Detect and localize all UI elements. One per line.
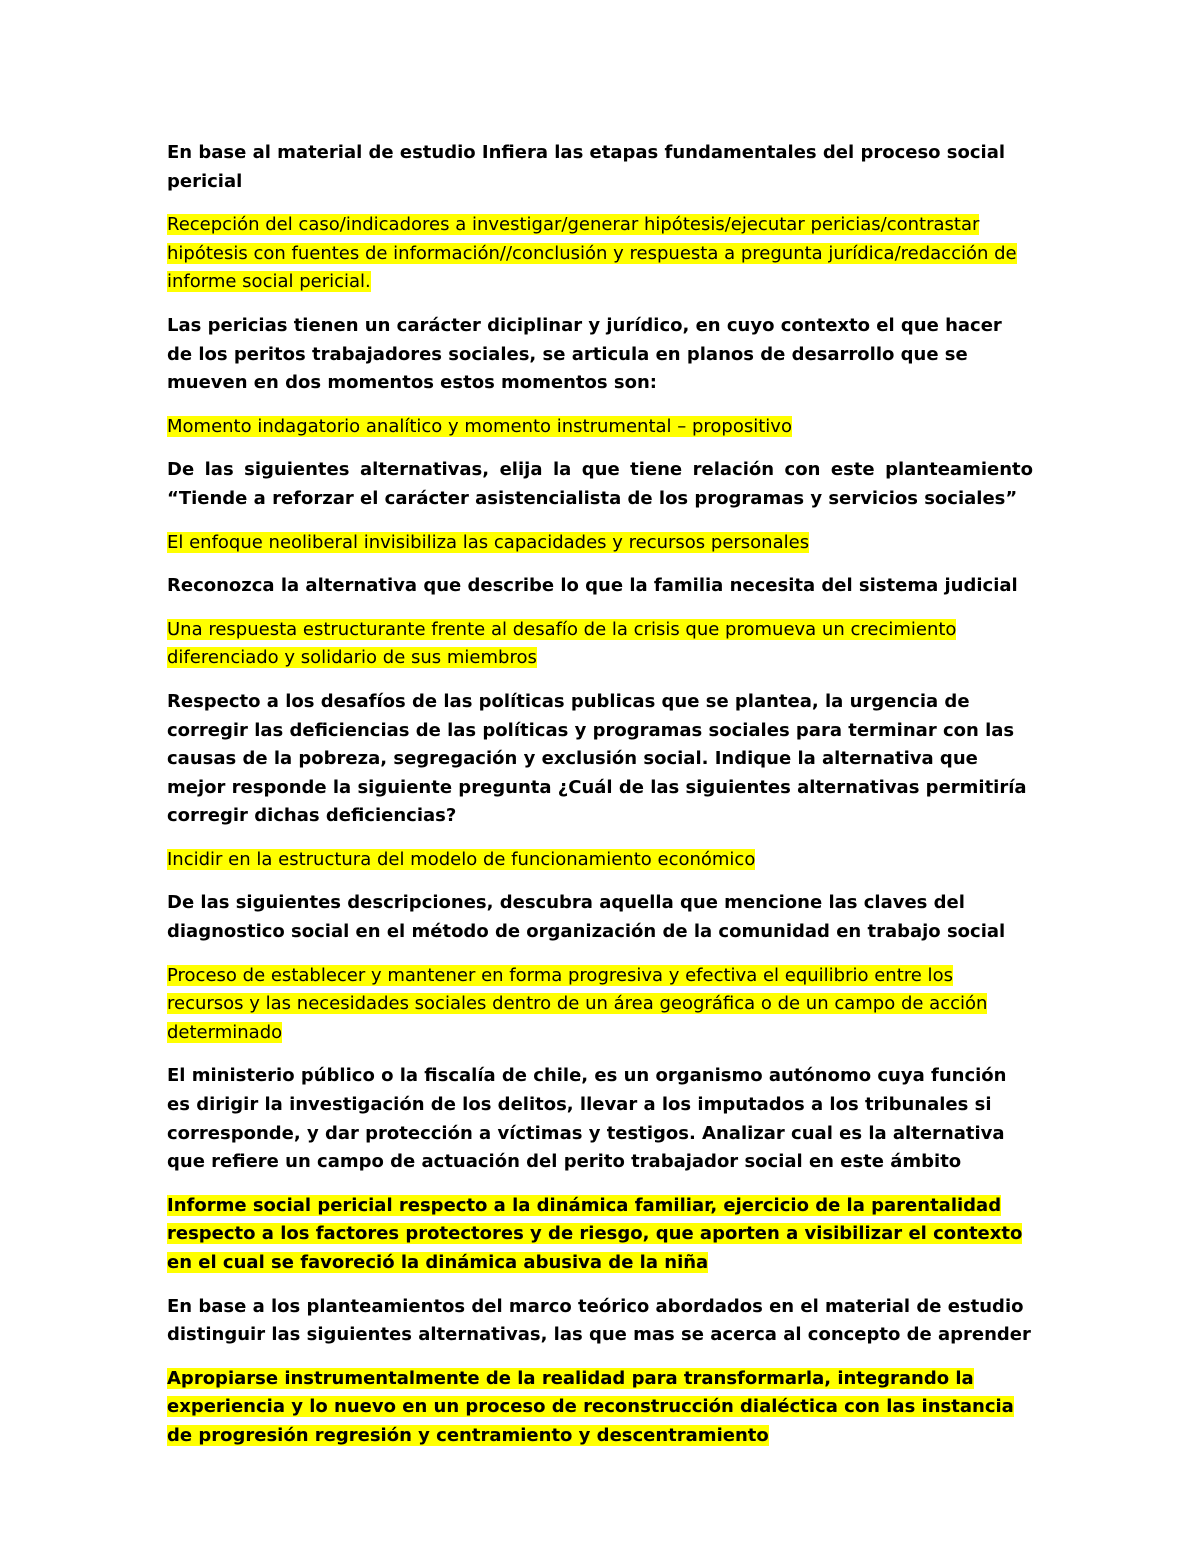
answer-highlight: Informe social pericial respecto a la dinámica familiar, ejercicio de la parentalidad respecto a los factores protectores y de riesgo, que aporten a visibilizar el contexto en el cual se favoreció la dinámica abusiva de la niña: [167, 1194, 1023, 1273]
answer-text: [167, 616, 1033, 673]
question-text: De las siguientes alternativas, elija la que tiene relación con este planteamiento “Tiende a reforzar el carácter asistencialista de los programas y servicios sociales”: [167, 459, 1033, 509]
answer-text: [167, 846, 1033, 875]
answer-text: [167, 962, 1033, 1048]
answer-highlight: Recepción del caso/indicadores a investigar/generar hipótesis/ejecutar pericias/contrastar hipótesis con fuentes de información//conclusión y respuesta a pregunta jurídica/redacción de informe social pericial.: [167, 214, 1017, 293]
question-text: Respecto a los desafíos de las políticas publicas que se plantea, la urgencia de corregir las deficiencias de las políticas y programas sociales para terminar con las causas de la pobreza, segregación y exclusión social. Indique la alternativa que mejor responde la siguiente pregunta ¿Cuál de las siguientes alternativas permitiría corregir dichas deficiencias?: [167, 690, 1027, 827]
answer-highlight: Proceso de establecer y mantener en forma progresiva y efectiva el equilibrio entre los recursos y las necesidades sociales dentro de un área geográfica o de un campo de acción determinado: [167, 964, 988, 1043]
question-text: De las siguientes descripciones, descubra aquella que mencione las claves del diagnostico social en el método de organización de la comunidad en trabajo social: [167, 892, 1006, 943]
question-text: En base al material de estudio Infiera las etapas fundamentales del proceso social pericial: [167, 142, 1006, 192]
question-text: El ministerio público o la fiscalía de chile, es un organismo autónomo cuya función es dirigir la investigación de los delitos, llevar a los imputados a los tribunales si corresponde, y dar protección a víctimas y testigos. Analizar cual es la alternativa que refiere un campo de actuación del perito trabajador social en este ámbito: [167, 1065, 1007, 1173]
answer-highlight: Momento indagatorio analítico y momento instrumental – propositivo: [167, 415, 792, 437]
answer-highlight: El enfoque neoliberal invisibiliza las capacidades y recursos personales: [167, 531, 810, 553]
answer-text: [167, 211, 1033, 297]
question-text: Reconozca la alternativa que describe lo que la familia necesita del sistema judicial: [167, 575, 1018, 597]
answer-text: [167, 529, 1033, 558]
document-body: [167, 139, 1033, 1466]
answer-text: [167, 413, 1033, 442]
answer-highlight: Incidir en la estructura del modelo de funcionamiento económico: [167, 848, 756, 870]
question-text: En base a los planteamientos del marco teórico abordados en el material de estudio distinguir las siguientes alternativas, las que mas se acerca al concepto de aprender: [167, 1295, 1031, 1346]
answer-highlight: Apropiarse instrumentalmente de la realidad para transformarla, integrando la experiencia y lo nuevo en un proceso de reconstrucción dialéctica con las instancia de progresión regresión y centramiento y descentramiento: [167, 1367, 1014, 1446]
question-text: Las pericias tienen un carácter diciplinar y jurídico, en cuyo contexto el que hacer de los peritos trabajadores sociales, se articula en planos de desarrollo que se mueven en dos momentos estos momentos son:: [167, 314, 1002, 394]
answer-text: [167, 1192, 1033, 1278]
answer-text: [167, 1365, 1033, 1451]
answer-highlight: Una respuesta estructurante frente al desafío de la crisis que promueva un crecimiento diferenciado y solidario de sus miembros: [167, 618, 957, 669]
